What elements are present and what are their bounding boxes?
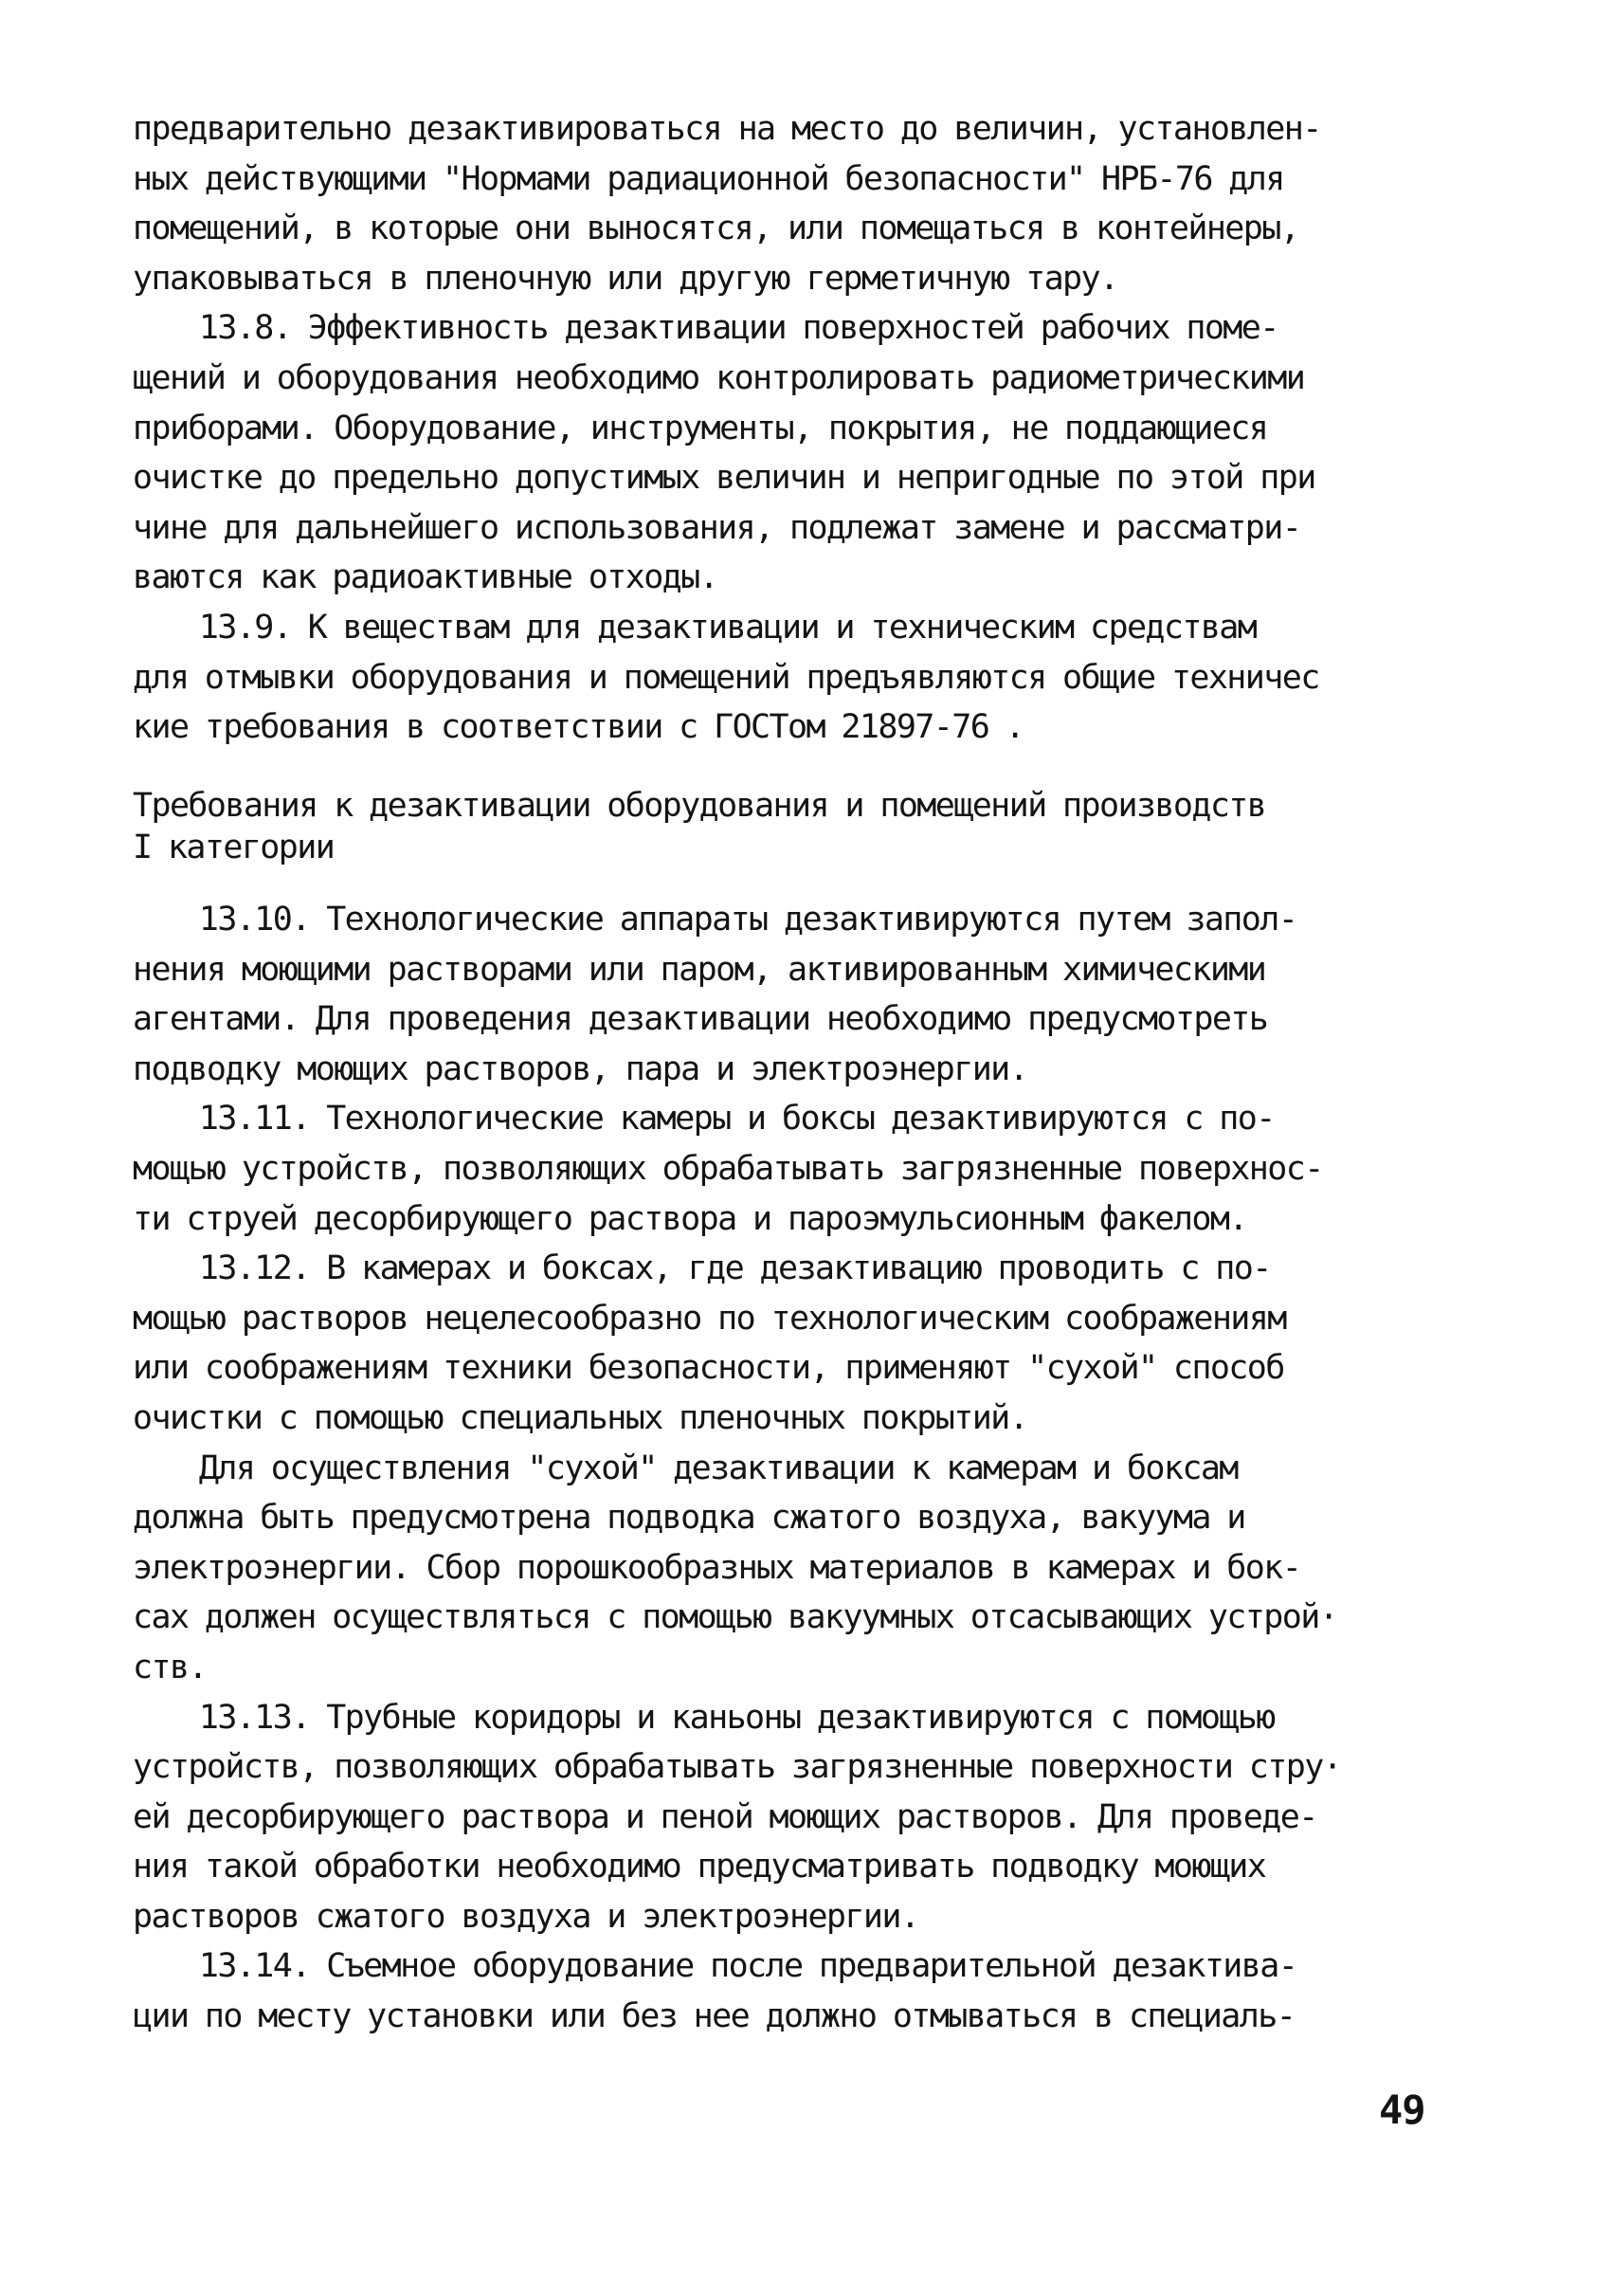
text-line: ния такой обработки необходимо предусматривать подводку моющих [133, 1848, 1266, 1886]
text-line: ции по месту установки или без нее должно отмываться в специаль- [133, 1997, 1296, 2036]
text-line: предварительно дезактивироваться на место до величин, установлен- [133, 110, 1321, 148]
text-line: щений и оборудования необходимо контролировать радиометрическими [133, 358, 1305, 397]
text-line: подводку моющих растворов, пара и электроэнергии. [133, 1049, 1028, 1088]
text-line: Для осуществления "сухой" дезактивации к камерам и боксам [133, 1449, 1238, 1487]
paragraph-block-2 [133, 895, 1497, 2042]
section-13-13-line: 13.13. Трубные коридоры и каньоны дезактивируются с помощью [133, 1698, 1275, 1737]
text-line: устройств, позволяющих обрабатывать загрязненные поверхности стру· [133, 1748, 1342, 1787]
text-line: или соображениям техники безопасности, применяют "сухой" способ [133, 1349, 1284, 1388]
text-line: агентами. Для проведения дезактивации необходимо предусмотреть [133, 1000, 1268, 1039]
text-line: чине для дальнейшего использования, подлежат замене и рассматри- [133, 508, 1301, 547]
text-line: мощью устройств, позволяющих обрабатывать загрязненные поверхнос- [133, 1149, 1323, 1188]
text-line: кие требования в соответствии с ГОСТом 21897-76 . [133, 708, 1024, 747]
text-line: приборами. Оборудование, инструменты, покрытия, не поддающиеся [133, 409, 1268, 447]
text-line: электроэнергии. Сбор порошкообразных материалов в камерах и бок- [133, 1548, 1301, 1587]
text-line: мощью растворов нецелесообразно по технологическим соображениям [133, 1299, 1286, 1338]
section-13-12-line: 13.12. В камерах и боксах, где дезактивацию проводить с по- [133, 1249, 1271, 1288]
text-line: растворов сжатого воздуха и электроэнергии. [133, 1897, 919, 1936]
text-line: ей десорбирующего раствора и пеной моющих растворов. Для проведе- [133, 1797, 1317, 1836]
text-line: ти струей десорбирующего раствора и пароэмульсионным факелом. [133, 1199, 1247, 1238]
text-line: очистки с помощью специальных пленочных покрытий. [133, 1398, 1028, 1437]
section-13-14-line: 13.14. Съемное оборудование после предварительной дезактива- [133, 1947, 1297, 1986]
text-line: ств. [133, 1648, 207, 1686]
paragraph-block-1 [133, 104, 1497, 753]
text-line: ных действующими "Нормами радиационной безопасности" НРБ-76 для [133, 159, 1284, 198]
page-number: 49 [1379, 2086, 1425, 2133]
heading-line: Требования к дезактивации оборудования и помещений производств [133, 787, 1266, 825]
text-line: помещений, в которые они выносятся, или помещаться в контейнеры, [133, 210, 1299, 248]
text-line: ваются как радиоактивные отходы. [133, 558, 718, 597]
section-heading [133, 785, 1497, 868]
text-line: должна быть предусмотрена подводка сжатого воздуха, вакуума и [133, 1499, 1245, 1538]
text-line: для отмывки оборудования и помещений предъявляются общие техничес [133, 658, 1319, 697]
section-13-10-line: 13.10. Технологические аппараты дезактивируются путем запол- [133, 901, 1297, 938]
text-line: упаковываться в пленочную или другую герметичную тару. [133, 259, 1118, 298]
heading-line: I категории [133, 829, 335, 866]
section-13-11-line: 13.11. Технологические камеры и боксы дезактивируются с по- [133, 1100, 1275, 1139]
text-line: очистке до предельно допустимых величин и непригодные по этой при [133, 459, 1315, 498]
section-13-9-line: 13.9. К веществам для дезактивации и техническим средствам [133, 608, 1257, 647]
text-line: сах должен осуществляться с помощью вакуумных отсасывающих устрой· [133, 1598, 1338, 1637]
section-13-8-line: 13.8. Эффективность дезактивации поверхностей рабочих поме- [133, 309, 1278, 348]
text-line: нения моющими растворами или паром, активированным химическими [133, 950, 1266, 989]
